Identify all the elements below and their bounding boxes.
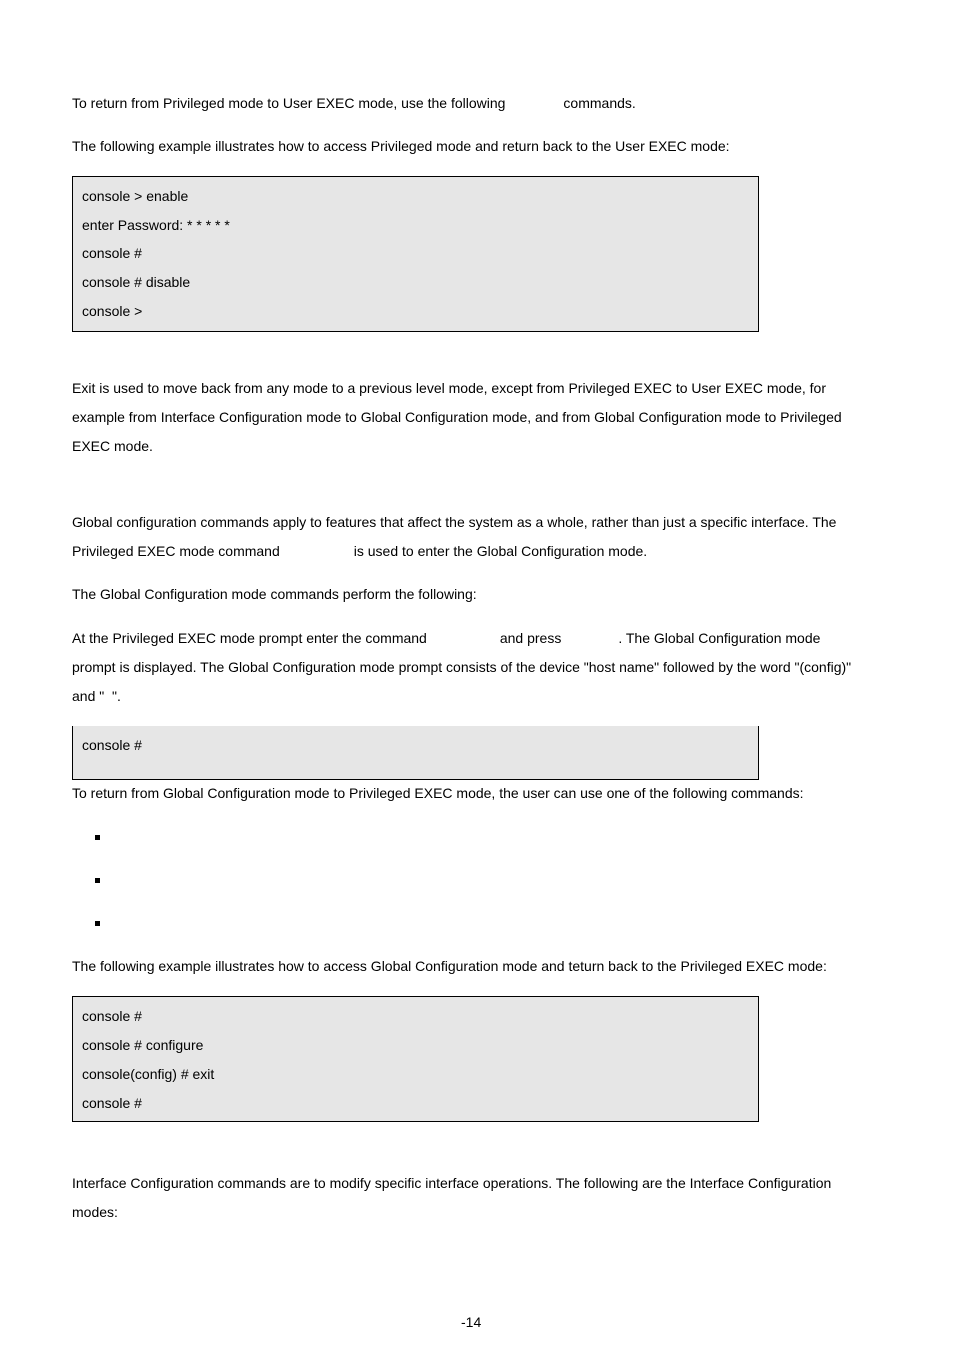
code-line: console # disable [82,274,191,290]
text-line: Interface Configuration commands are to modify specific interface operations. The following are the Interface Configuration [72,1175,832,1191]
paragraph-prompt [72,624,882,711]
text-line: example from Interface Configuration mode to Global Configuration mode, and from Global Configuration mode to Privileged [72,409,842,425]
paragraph-return-user-exec [72,89,882,118]
text-line [72,537,882,566]
bullet-marker [95,921,100,926]
text: To return from Global Configuration mode to Privileged EXEC mode, the user can use one of the following commands: [72,785,804,801]
code-line: console # [82,737,142,753]
code-block-prompt [72,726,759,780]
text-line: prompt is displayed. The Global Configuration mode prompt consists of the device "host name" followed by the word "(config)" [72,659,852,675]
paragraph-perform [72,580,882,609]
text: and press [499,630,562,646]
code-block-privileged [72,176,759,332]
code-line: console # [82,1095,142,1111]
text: To return from Privileged mode to User EXEC mode, use the following [72,95,506,111]
bullet-marker [95,835,100,840]
text: The Global Configuration mode commands perform the following: [72,586,477,602]
code-line: console > [82,303,143,319]
text-line: and " ". [72,688,121,704]
code-line: console # [82,1008,142,1024]
code-line: console # configure [82,1037,204,1053]
text-line [72,624,882,653]
text: The following example illustrates how to access Privileged mode and return back to the User EXEC mode: [72,138,730,154]
text-line: Global configuration commands apply to features that affect the system as a whole, rather than just a specific interface. The [72,514,837,530]
text: The following example illustrates how to access Global Configuration mode and teturn back to the Privileged EXEC mode: [72,958,827,974]
code-line: console(config) # exit [82,1066,215,1082]
code-line: enter Password: * * * * * [82,217,230,233]
code-block-global [72,996,759,1122]
page-number: -14 [461,1314,482,1330]
bullet-marker [95,878,100,883]
paragraph-return-global [72,779,882,808]
paragraph-example-privileged [72,132,882,161]
text: At the Privileged EXEC mode prompt enter the command [72,630,427,646]
paragraph-interface-config [72,1169,882,1227]
text: Privileged EXEC mode command [72,543,280,559]
paragraph-global-config [72,508,882,566]
code-line: console > enable [82,188,189,204]
code-line: console # [82,245,142,261]
paragraph-example-global [72,952,882,981]
text-line: EXEC mode. [72,438,153,454]
paragraph-exit [72,374,882,461]
text-line: Exit is used to move back from any mode to a previous level mode, except from Privileged EXEC to User EXEC mode, for [72,380,826,396]
text: commands. [563,95,636,111]
text: . The Global Configuration mode [618,630,821,646]
text: is used to enter the Global Configuration mode. [353,543,648,559]
text-line: modes: [72,1204,118,1220]
